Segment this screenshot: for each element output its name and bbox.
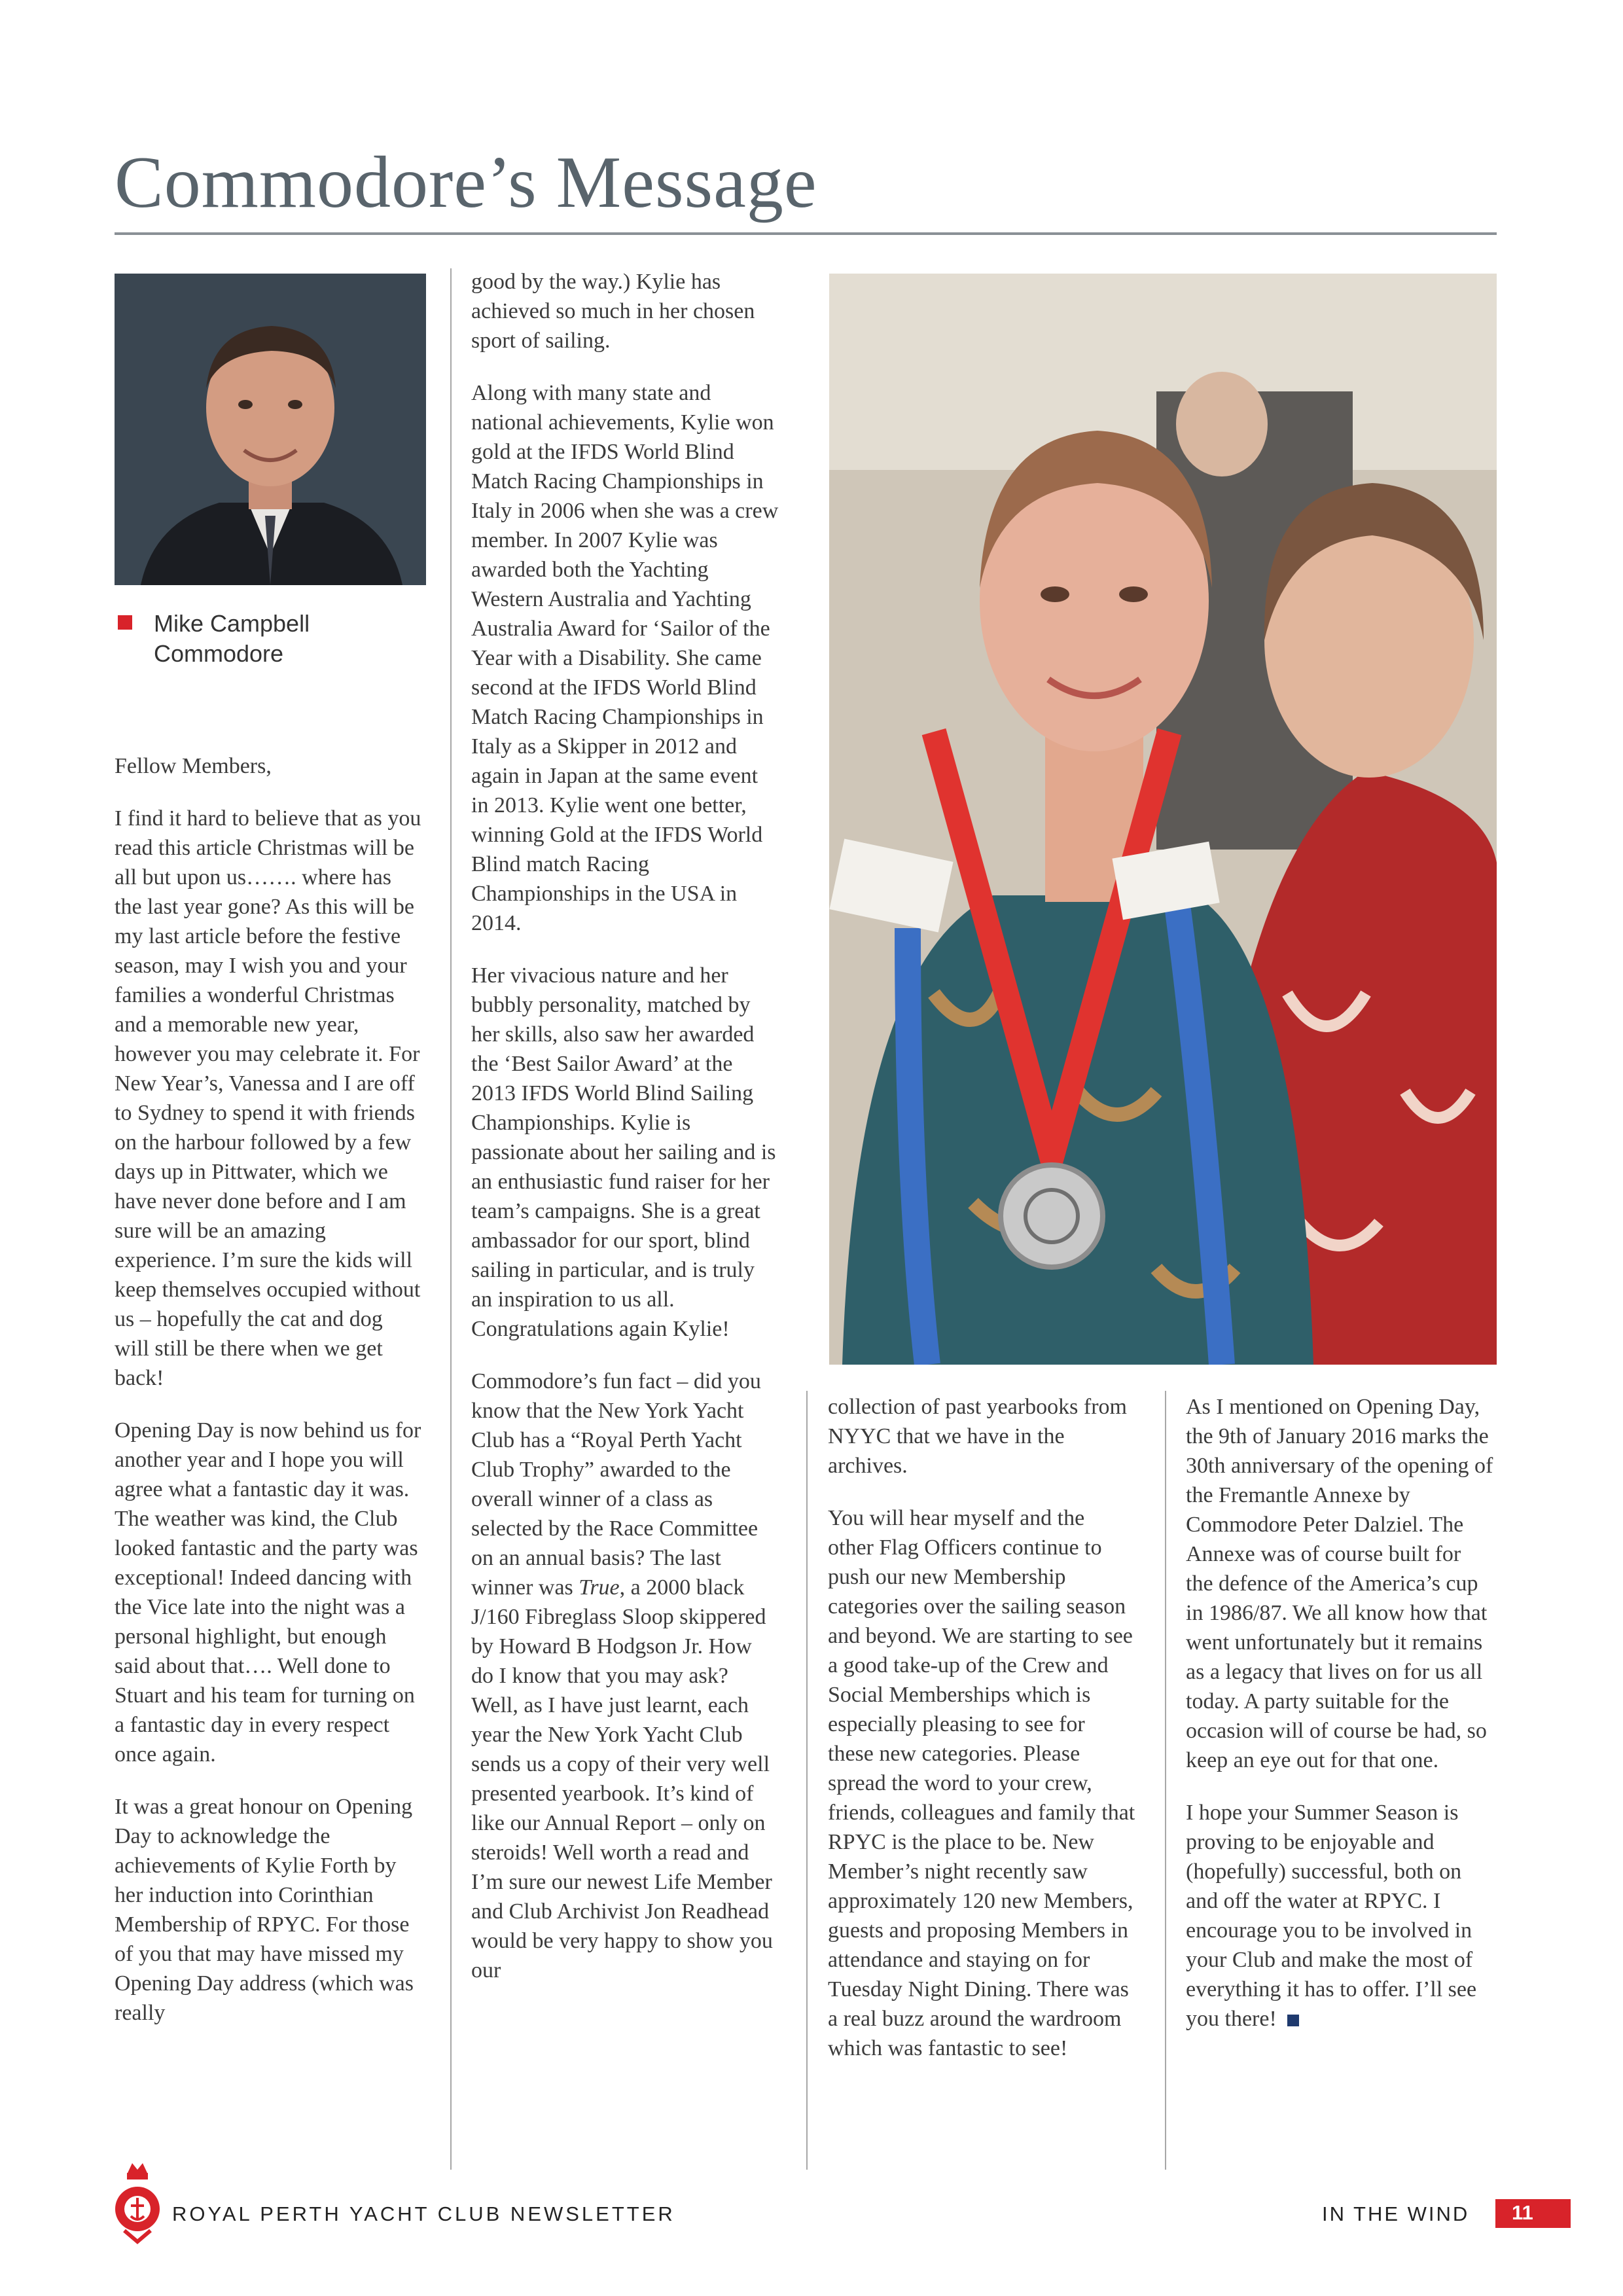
title-rule xyxy=(115,232,1497,235)
column-1 xyxy=(115,751,422,2051)
paragraph: Along with many state and national achievements, Kylie won gold at the IFDS World Blind Match Racing Championships in Italy in 2006 when she was a crew member. In 2007 Kylie was awarded both the Yachting Western Australia and Yachting Australia Award for ‘Sailor of the Year with a Disability. She came second at the IFDS World Blind Match Racing Championships in Italy as a Skipper in 2012 and again in Japan at the same event in 2013. Kylie went one better, winning Gold at the IFDS World Blind match Racing Championships in the USA in 2014. xyxy=(471,381,779,935)
column-divider xyxy=(450,268,452,2170)
fun-fact-paragraph: Commodore’s fun fact – did you know that the New York Yacht Club has a “Royal Perth Yacht Club Trophy” awarded to the overall winner of a class as selected by the Race Committee on an annual basis? The last winner was True, a 2000 black J/160 Fibreglass Sloop skippered by Howard B Hodgson Jr. How do I know that you may ask? Well, as I have just learnt, each year the New York Yacht Club sends us a copy of their very well presented yearbook. It’s kind of like our Annual Report – only on steroids! Well worth a read and I’m sure our newest Life Member and Club Archivist Jon Readhead would be very happy to show you our xyxy=(471,1369,773,1982)
column-4 xyxy=(1186,1392,1493,2056)
feature-illustration xyxy=(829,274,1497,1365)
column-divider xyxy=(1165,1391,1166,2170)
paragraph: collection of past yearbooks from NYYC that we have in the archives. xyxy=(828,1395,1127,1478)
salutation: Fellow Members, xyxy=(115,754,272,778)
newsletter-name: ROYAL PERTH YACHT CLUB NEWSLETTER xyxy=(172,2202,675,2225)
paragraph: It was a great honour on Opening Day to acknowledge the achievements of Kylie Forth by her induction into Corinthian Membership of RPYC. For those of you that may have missed my Opening Day address (which was really xyxy=(115,1795,414,2025)
boat-name: True xyxy=(579,1575,620,1600)
caption-bullet xyxy=(118,615,132,630)
author-role: Commodore xyxy=(154,640,284,667)
page-number: 11 xyxy=(1512,2201,1533,2224)
column-3 xyxy=(828,1392,1135,2086)
publication-name: IN THE WIND xyxy=(1322,2202,1470,2225)
column-divider xyxy=(806,1391,808,2170)
column-2 xyxy=(471,267,779,2008)
author-caption xyxy=(154,609,310,669)
paragraph: As I mentioned on Opening Day, the 9th of January 2016 marks the 30th anniversary of the opening of the Fremantle Annexe by Commodore Peter Dalziel. The Annexe was of course built for the defence of the America’s cup in 1986/87. We all know how that went unfortunately but it remains as a legacy that lives on for us all today. A party suitable for the occasion will of course be had, so keep an eye out for that one. xyxy=(1186,1395,1493,1772)
paragraph: I find it hard to believe that as you read this article Christmas will be all but upon us……. where has the last year gone? As this will be my last article before the festive season, may I wish you and your families a wonderful Christmas and a memorable new year, however you may celebrate it. For New Year’s, Vanessa and I are off to Sydney to spend it with friends on the harbour followed by a few days up in Pittwater, which we have never done before and I am sure will be an amazing experience. I’m sure the kids will keep themselves occupied without us – hopefully the cat and dog will still be there when we get back! xyxy=(115,806,421,1390)
closing-paragraph: I hope your Summer Season is proving to be enjoyable and (hopefully) successful, both on and off the water at RPYC. I encourage you to be involved in your Club and make the most of everything it has to offer. I’ll see you there! xyxy=(1186,1801,1477,2031)
portrait-photo xyxy=(115,274,426,585)
feature-photo xyxy=(829,274,1497,1365)
paragraph: good by the way.) Kylie has achieved so much in her chosen sport of sailing. xyxy=(471,270,755,353)
club-crest-icon xyxy=(111,2160,164,2245)
page-title: Commodore’s Message xyxy=(115,142,817,223)
paragraph: Her vivacious nature and her bubbly personality, matched by her skills, also saw her awarded the ‘Best Sailor Award’ at the 2013 IFDS World Blind Sailing Championships. Kylie is passionate about her sailing and is an enthusiastic fund raiser for her team’s campaigns. She is a great ambassador for our sport, blind sailing in particular, and is truly an inspiration to us all. Congratulations again Kylie! xyxy=(471,963,776,1341)
paragraph: Opening Day is now behind us for another year and I hope you will agree what a fantastic day it was. The weather was kind, the Club looked fantastic and the party was exceptional! Indeed dancing with the Vice late into the night was a personal highlight, but enough said about that…. Well done to Stuart and his team for turning on a fantastic day in every respect once again. xyxy=(115,1418,421,1767)
paragraph: You will hear myself and the other Flag Officers continue to push our new Membership categories over the sailing season and beyond. We are starting to see a good take-up of the Crew and Social Memberships which is especially pleasing to see for these new categories. Please spread the word to your crew, friends, colleagues and family that RPYC is the place to be. New Member’s night recently saw approximately 120 new Members, guests and proposing Members in attendance and staying on for Tuesday Night Dining. There was a real buzz around the wardroom which was fantastic to see! xyxy=(828,1506,1135,2060)
author-name: Mike Campbell xyxy=(154,610,310,637)
end-mark-icon xyxy=(1287,2015,1299,2026)
portrait-illustration xyxy=(115,274,426,585)
